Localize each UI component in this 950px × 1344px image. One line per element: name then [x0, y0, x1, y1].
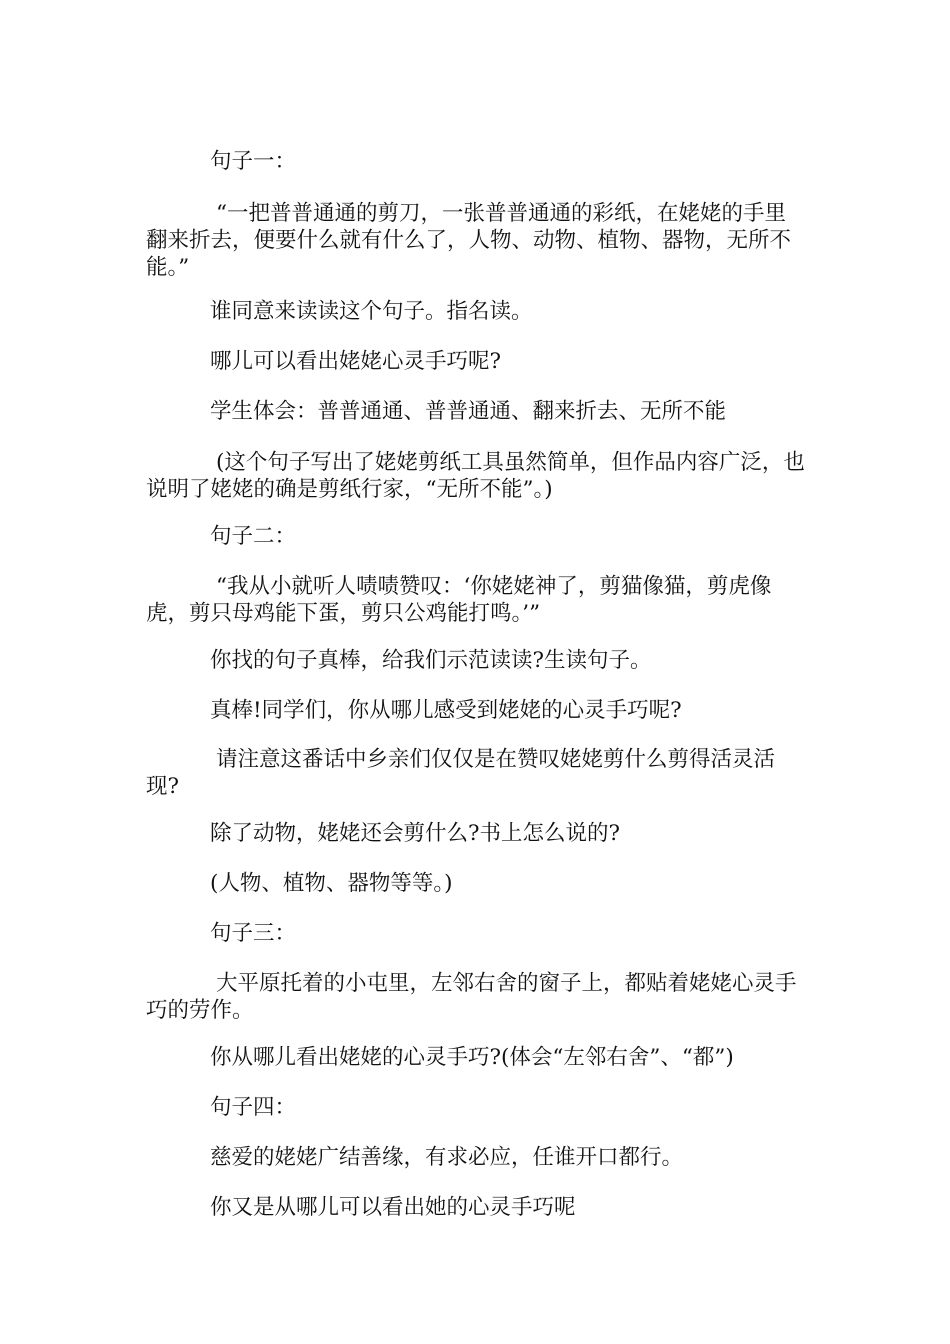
paragraph-heading-1: 句子一：: [210, 149, 297, 174]
paragraph-quote-4: 慈爱的姥姥广结善缘，有求必应，任谁开口都行。: [210, 1145, 684, 1170]
paragraph: 你又是从哪儿可以看出她的心灵手巧呢: [210, 1195, 576, 1220]
paragraph: 你找的句子真棒，给我们示范读读?生读句子。: [210, 648, 652, 673]
paragraph-quote-3: 大平原托着的小屯里，左邻右舍的窗子上，都贴着姥姥心灵手巧的劳作。: [146, 971, 797, 1023]
paragraph: 除了动物，姥姥还会剪什么?书上怎么说的?: [210, 821, 621, 846]
paragraph: 真棒!同学们，你从哪儿感受到姥姥的心灵手巧呢?: [210, 698, 682, 723]
paragraph-note-1: (这个句子写出了姥姥剪纸工具虽然简单，但作品内容广泛，也说明了姥姥的确是剪纸行家，“无所不能”。): [146, 450, 805, 502]
paragraph: 哪儿可以看出姥姥心灵手巧呢?: [210, 349, 502, 374]
paragraph-quote-2: “我从小就听人啧啧赞叹：‘你姥姥神了，剪猫像猫，剪虎像虎，剪只母鸡能下蛋，剪只公鸡能打鸣。’”: [146, 574, 772, 626]
paragraph: 谁同意来读读这个句子。指名读。: [210, 299, 533, 324]
paragraph: 你从哪儿看出姥姥的心灵手巧?(体会“左邻右舍”、“都”): [210, 1045, 734, 1070]
paragraph: 学生体会：普普通通、普普通通、翻来折去、无所不能: [210, 399, 727, 424]
paragraph: 请注意这番话中乡亲们仅仅是在赞叹姥姥剪什么剪得活灵活现?: [146, 747, 776, 799]
paragraph-heading-2: 句子二：: [210, 524, 297, 549]
paragraph-heading-4: 句子四：: [210, 1095, 297, 1120]
paragraph: (人物、植物、器物等等。): [210, 871, 453, 896]
paragraph-heading-3: 句子三：: [210, 921, 297, 946]
paragraph-quote-1: “一把普普通通的剪刀，一张普普通通的彩纸，在姥姥的手里翻来折去，便要什么就有什么了，人物、动物、植物、器物，无所不能。”: [146, 201, 792, 280]
